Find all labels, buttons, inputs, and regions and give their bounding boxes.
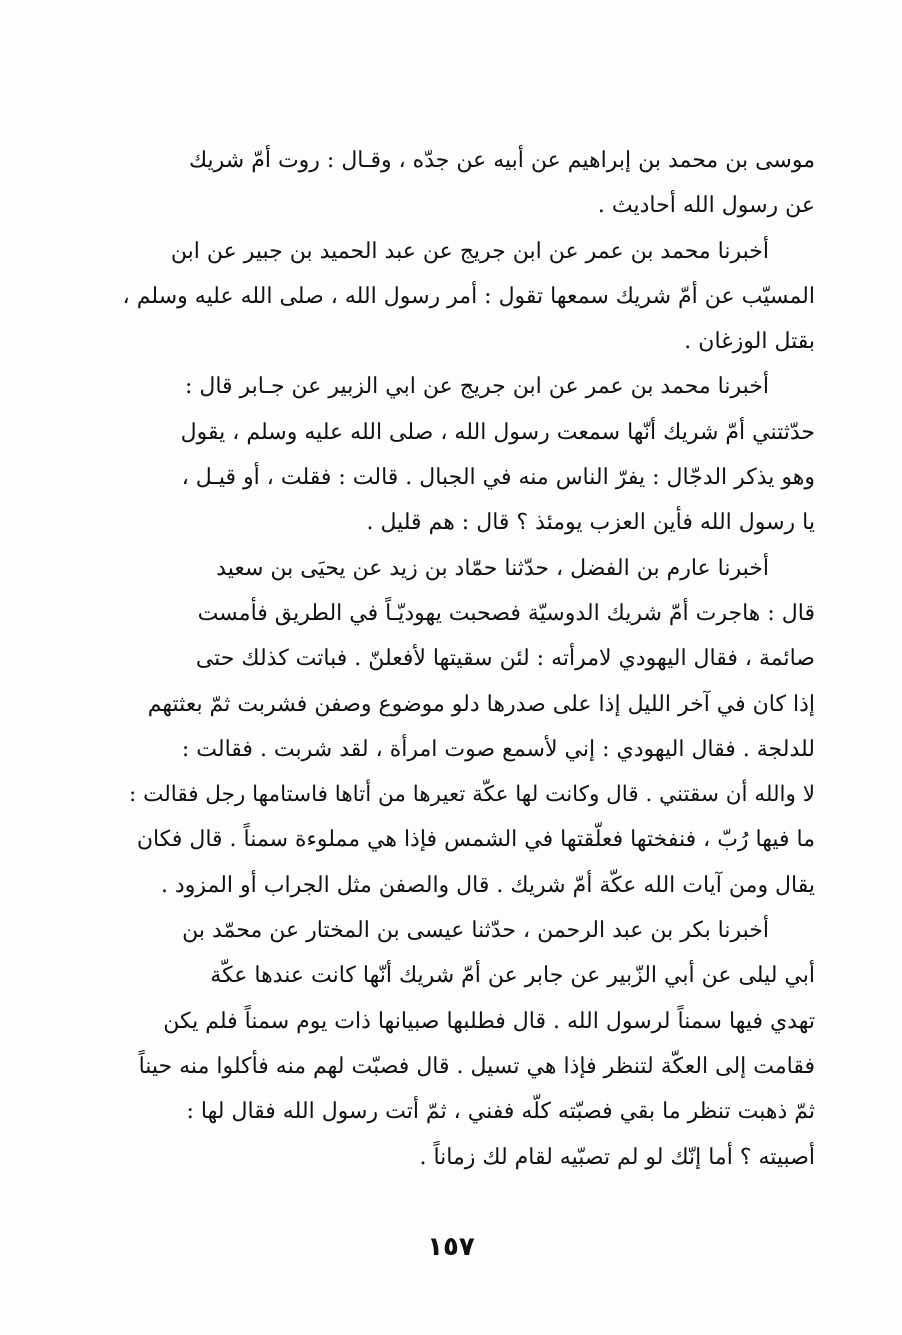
text-line: حدّثتني أمّ شريك أنّها سمعت رسول الله ، صلى الله عليه وسلم ، يقول	[180, 419, 815, 445]
text-line: إذا كان في آخر الليل إذا على صدرها دلو موضوع وصفن فشربت ثمّ بعثتهم	[147, 691, 815, 717]
text-line: يقال ومن آيات الله عكّة أمّ شريك . قال والصفن مثل الجراب أو المزود .	[160, 872, 815, 898]
text-line: للدلجة . فقال اليهودي : إني لأسمع صوت امرأة ، لقد شربت . فقالت :	[181, 736, 815, 762]
text-line: أخبرنا محمد بن عمر عن ابن جريج عن ابي الزبير عن جـابر قال :	[184, 374, 769, 400]
text-line: أخبرنا عارم بن الفضل ، حدّثنا حمّاد بن زيد عن يحيَى بن سعيد	[216, 555, 769, 581]
text-line: المسيّب عن أمّ شريك سمعها تقول : أمر رسول الله ، صلى الله عليه وسلم ،	[122, 283, 815, 309]
text-line: تهدي فيها سمناً لرسول الله . قال فطلبها صبيانها ذات يوم سمناً فلم يكن	[163, 1008, 815, 1034]
text-line: موسى بن محمد بن إبراهيم عن أبيه عن جدّه ، وقـال : روت أمّ شريك	[189, 148, 815, 173]
text-line: فقامت إلى العكّة لتنظر فإذا هي تسيل . قال فصبّت لهم منه فأكلوا منه حيناً	[138, 1053, 815, 1079]
text-line: وهو يذكر الدجّال : يفرّ الناس منه في الجبال . قالت : فقلت ، أو قيـل ،	[181, 465, 815, 491]
text-line: بقتل الوزغان .	[684, 329, 815, 355]
text-line: أخبرنا بكر بن عبد الرحمن ، حدّثنا عيسى بن المختار عن محمّد بن	[182, 918, 769, 944]
text-line: صائمة ، فقال اليهودي لامرأته : لئن سقيتها لأفعلنّ . فباتت كذلك حتى	[195, 646, 815, 672]
text-line: قال : هاجرت أمّ شريك الدوسيّة فصحبت يهوديّـاً في الطريق فأمست	[197, 600, 815, 626]
text-line: لا والله أن سقتني . قال وكانت لها عكّة تعيرها من أتاها فاستامها رجل فقالت :	[129, 782, 815, 808]
text-line: أخبرنا محمد بن عمر عن ابن جريج عن عبد الحميد بن جبير عن ابن	[170, 238, 769, 264]
body-text	[115, 138, 815, 1180]
text-line: ما فيها رُبّ ، فنفختها فعلّقتها في الشمس فإذا هي مملوءة سمناً . قال فكان	[136, 827, 815, 853]
text-line: عن رسول الله أحاديث .	[597, 193, 815, 219]
text-line: أصبيته ؟ أما إنّك لو لم تصبّيه لقام لك زماناً .	[419, 1144, 815, 1170]
text-line: أبي ليلى عن أبي الزّبير عن جابر عن أمّ شريك أنّها كانت عندها عكّة	[210, 963, 815, 989]
page-number: ١٥٧	[427, 1232, 475, 1262]
text-line: يا رسول الله فأين العزب يومئذ ؟ قال : هم قليل .	[366, 510, 815, 536]
text-line: ثمّ ذهبت تنظر ما بقي فصبّته كلّه ففني ، ثمّ أتت رسول الله فقال لها :	[186, 1099, 815, 1125]
